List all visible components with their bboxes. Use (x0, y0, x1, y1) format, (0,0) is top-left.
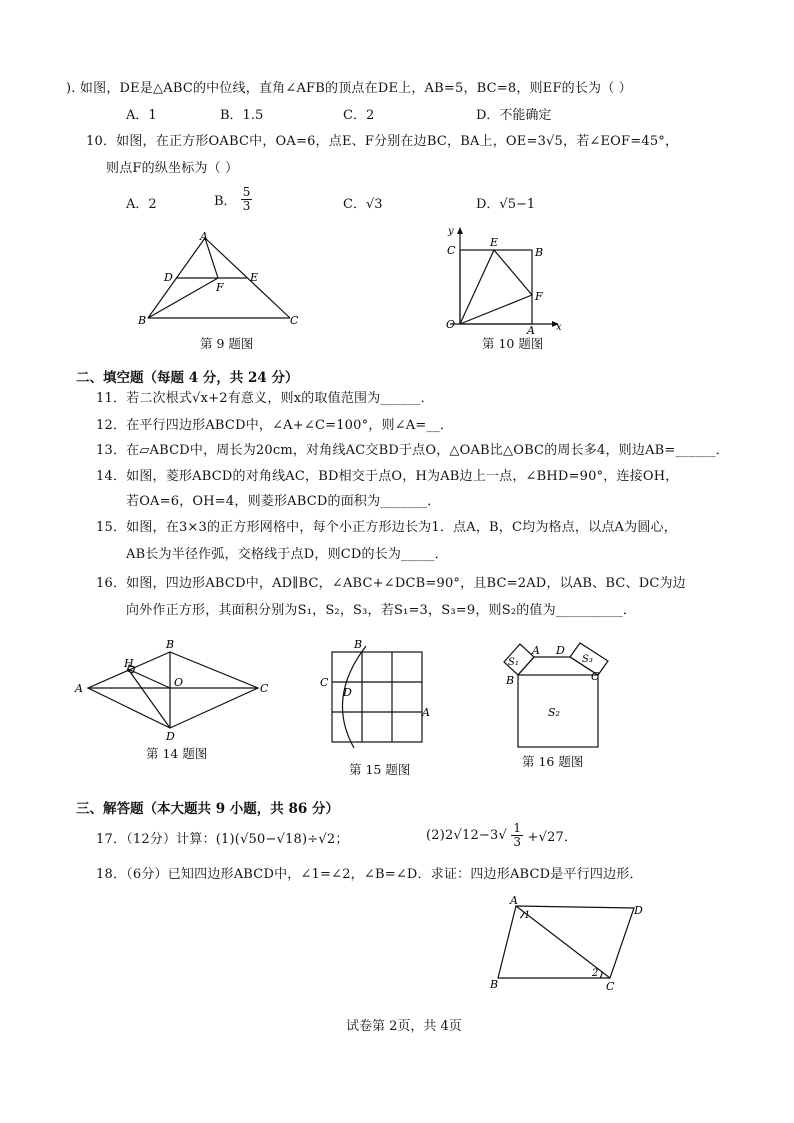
fig16-label-s2: S₂ (548, 706, 560, 719)
fig14-label-b: B (166, 638, 175, 651)
fig9-label-c: C (290, 314, 299, 327)
q17-part2-prefix: (2)2√12−3√ (426, 828, 507, 843)
q17-part2-numerator: 1 (513, 821, 522, 835)
fig9-label-f: F (216, 281, 224, 294)
q17-part2-fraction (511, 822, 523, 849)
q9-text: ). 如图，DE是△ABC的中位线，直角∠AFB的顶点在DE上，AB=5，BC=8，则EF的长为（ ） (66, 81, 632, 96)
q9-option-a: A．1 (126, 108, 157, 123)
q10-option-a: A．2 (126, 197, 157, 212)
q15-line2: AB长为半径作弧，交格线于点D，则CD的长为_____． (126, 547, 448, 562)
q17-part2-suffix: +√27． (527, 830, 578, 845)
q17-part1: 17．（12分）计算：(1)(√50−√18)÷√2； (96, 832, 349, 847)
figure-18 (484, 892, 654, 992)
fig18-label-d: D (634, 904, 643, 917)
fig15-caption: 第 15 题图 (349, 762, 411, 777)
fig14-label-h: H (124, 657, 134, 670)
q10-option-d: D．√5−1 (476, 197, 536, 212)
fig16-label-c: C (591, 670, 600, 683)
fig18-label-c: C (606, 980, 615, 992)
q9-option-d: D．不能确定 (476, 108, 552, 123)
q10-option-b-prefix: B． (214, 194, 237, 209)
fig14-caption: 第 14 题图 (146, 746, 208, 761)
q14-line2: 若OA=6，OH=4，则菱形ABCD的面积为_______． (126, 494, 441, 509)
q10-option-c: C．√3 (343, 197, 383, 212)
fig9-caption: 第 9 题图 (200, 336, 254, 351)
q17-part2 (426, 822, 577, 849)
q18-text: 18．（6分）已知四边形ABCD中，∠1=∠2，∠B=∠D．求证：四边形ABCD是平行四边形． (96, 867, 643, 882)
section-2-title: 二、填空题（每题 4 分，共 24 分） (76, 370, 299, 386)
figure-9 (130, 228, 310, 328)
fig9-label-e: E (250, 271, 259, 284)
fig15-label-c: C (320, 676, 329, 689)
q10-option-b (214, 186, 252, 213)
q13-text: 13．在▱ABCD中，周长为20cm，对角线AC交BD于点O，△OAB比△OBC的周长多4，则边AB=______． (96, 443, 729, 458)
fig16-label-a: A (532, 644, 540, 657)
q12-text: 12．在平行四边形ABCD中，∠A+∠C=100°，则∠A=__． (96, 418, 454, 433)
fig16-label-d: D (556, 644, 565, 657)
fig10-label-e: E (490, 236, 499, 249)
q10-line2: 则点F的纵坐标为（ ） (106, 161, 239, 176)
fig15-label-b: B (354, 638, 363, 651)
q14-line1: 14．如图，菱形ABCD的对角线AC，BD相交于点O，H为AB边上一点，∠BHD=90°，连接OH， (96, 469, 679, 484)
fig16-label-b: B (506, 674, 515, 687)
fig18-label-a: A (510, 894, 518, 907)
q10-line1: 10．如图，在正方形OABC中，OA=6，点E、F分别在边BC，BA上，OE=3√5，若∠EOF=45°， (86, 134, 679, 149)
fig10-label-x: x (556, 322, 562, 333)
fig14-label-o: O (174, 676, 184, 689)
q16-line2: 向外作正方形，其面积分别为S₁，S₂，S₃，若S₁=3，S₃=9，则S₂的值为__________． (126, 603, 637, 618)
fig16-label-s1: S₁ (508, 657, 519, 668)
fig10-label-c: C (447, 244, 456, 257)
q10-option-b-denominator: 3 (242, 199, 251, 213)
fig18-label-b: B (490, 978, 499, 991)
figure-15 (318, 638, 438, 750)
fig18-angle-2: 2 (592, 968, 599, 979)
fig14-label-d: D (166, 730, 175, 743)
q16-line1: 16．如图，四边形ABCD中，AD∥BC，∠ABC+∠DCB=90°，且BC=2AD，以AB、BC、DC为边 (96, 576, 686, 591)
fig10-label-a: A (527, 324, 535, 334)
figure-10 (438, 224, 568, 334)
q11-text: 11．若二次根式√x+2有意义，则x的取值范围为______． (96, 391, 434, 406)
fig18-angle-1: 1 (524, 910, 531, 921)
fig9-label-b: B (138, 314, 147, 327)
fig15-label-a: A (422, 706, 430, 719)
section-3-title: 三、解答题（本大题共 9 小题，共 86 分） (76, 801, 339, 817)
fig15-label-d: D (343, 686, 352, 699)
fig10-caption: 第 10 题图 (482, 336, 544, 351)
q9-option-c: C．2 (343, 108, 375, 123)
q10-option-b-numerator: 5 (242, 185, 251, 199)
fig10-label-y: y (448, 226, 454, 237)
fig10-label-f: F (535, 290, 543, 303)
fig16-caption: 第 16 题图 (522, 754, 584, 769)
q10-option-b-fraction (241, 186, 253, 213)
fig9-label-d: D (164, 271, 173, 284)
fig10-label-o: O (446, 318, 456, 331)
q9-option-b: B．1.5 (220, 108, 264, 123)
q15-line1: 15．如图，在3×3的正方形网格中，每个小正方形边长为1．点A，B，C均为格点，以点A为圆心， (96, 520, 677, 535)
fig10-label-b: B (535, 246, 544, 259)
fig14-label-a: A (75, 682, 83, 695)
fig16-label-s3: S₃ (582, 654, 593, 665)
fig14-label-c: C (260, 682, 269, 695)
figure-14 (70, 636, 280, 746)
figure-16 (496, 628, 626, 750)
q17-part2-denominator: 3 (513, 835, 522, 849)
page-footer: 试卷第 2页，共 4页 (346, 1019, 462, 1034)
fig9-label-a: A (200, 230, 208, 243)
